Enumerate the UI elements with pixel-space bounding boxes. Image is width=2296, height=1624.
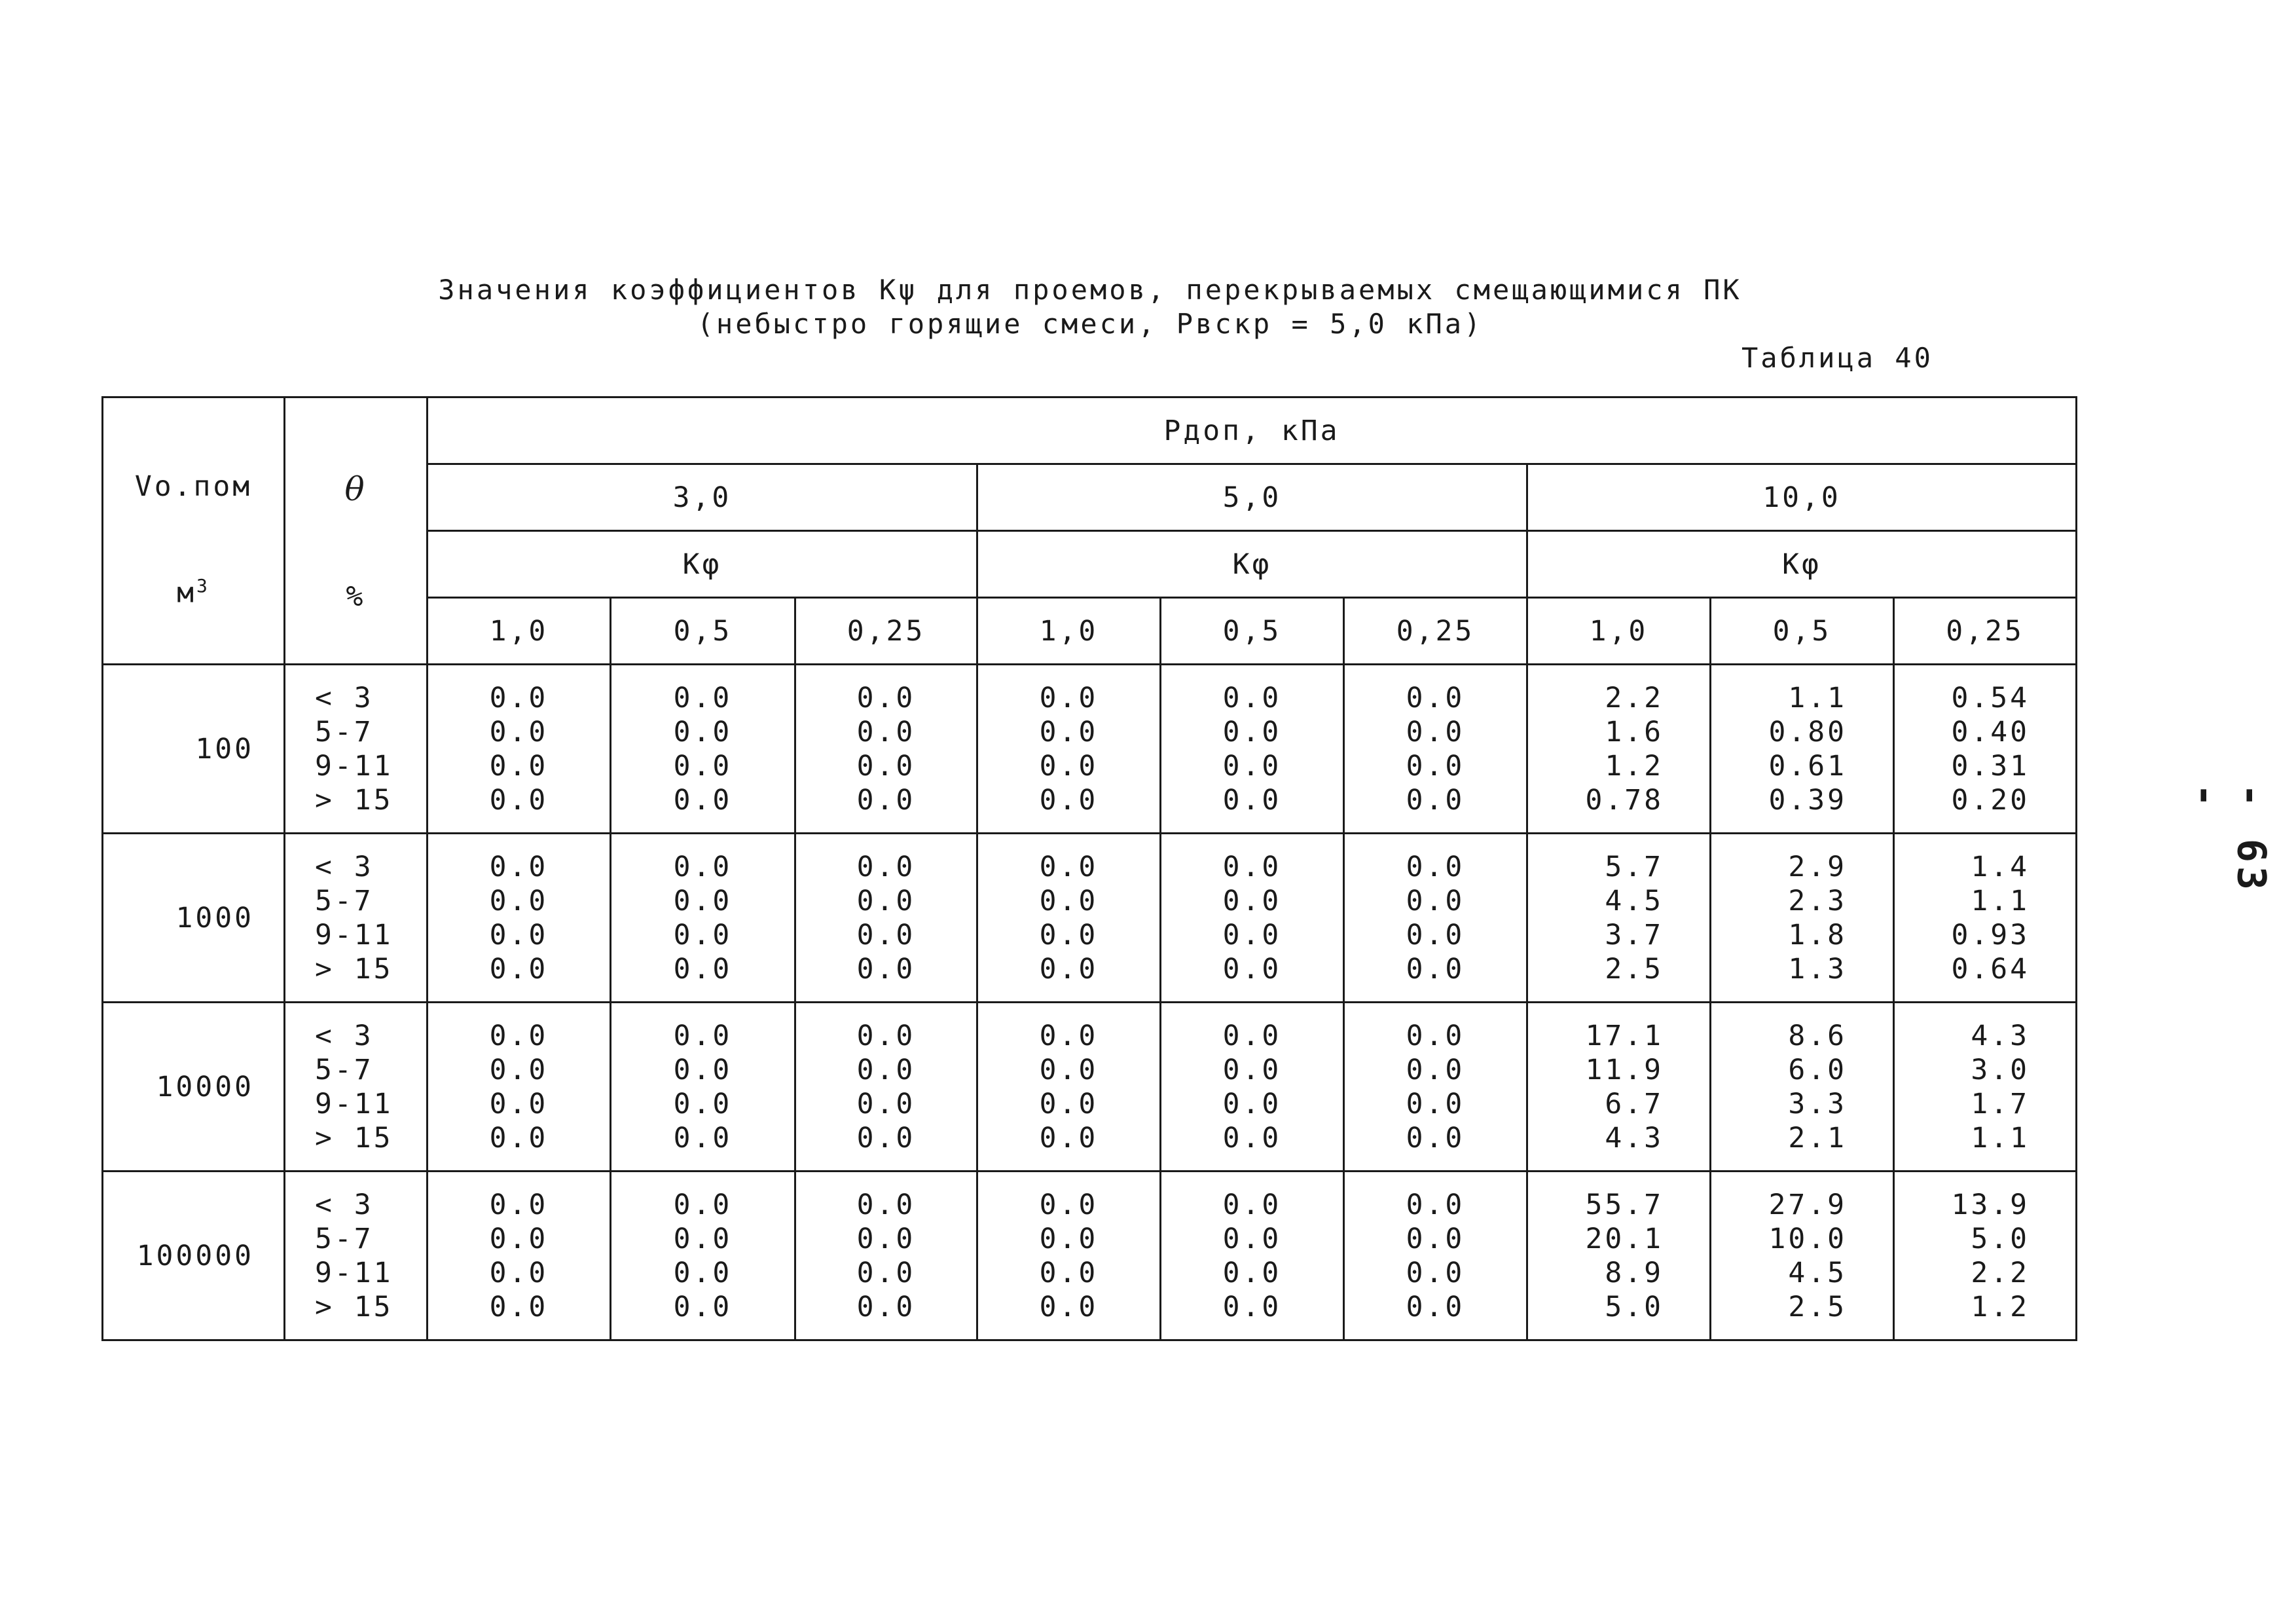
value-cell: 2.9 2.3 1.8 1.3 bbox=[1711, 834, 1894, 1003]
volume-value: 10000 bbox=[103, 1003, 285, 1172]
value-cell: 0.0 0.0 0.0 0.0 bbox=[1344, 1172, 1527, 1340]
volume-value: 100 bbox=[103, 665, 285, 834]
value-cell: 0.0 0.0 0.0 0.0 bbox=[611, 1003, 795, 1172]
value-cell: 4.3 3.0 1.7 1.1 bbox=[1894, 1003, 2077, 1172]
pressure-10: 10,0 bbox=[1527, 464, 2077, 531]
coefficients-table bbox=[101, 396, 2077, 1341]
table-row bbox=[103, 1003, 2077, 1172]
value-cell: 8.6 6.0 3.3 2.1 bbox=[1711, 1003, 1894, 1172]
table-title: Значения коэффициентов Кψ для проемов, перекрываемых смещающимися ПК bbox=[438, 274, 1742, 306]
pressure-5: 5,0 bbox=[977, 464, 1527, 531]
value-cell: 0.0 0.0 0.0 0.0 bbox=[1161, 1172, 1344, 1340]
volume-header bbox=[103, 397, 285, 665]
theta-label: θ bbox=[344, 470, 367, 508]
value-cell: 0.0 0.0 0.0 0.0 bbox=[977, 1172, 1161, 1340]
value-cell: 0.0 0.0 0.0 0.0 bbox=[977, 1003, 1161, 1172]
value-cell: 0.0 0.0 0.0 0.0 bbox=[977, 834, 1161, 1003]
kphi-header-1: Кφ bbox=[428, 531, 977, 598]
table-row bbox=[103, 1172, 2077, 1340]
table-subtitle: (небыстро горящие смеси, Рвскр = 5,0 кПа) bbox=[697, 308, 1484, 340]
theta-values: < 3 5-7 9-11 > 15 bbox=[285, 834, 428, 1003]
volume-unit: $м^3$ bbox=[177, 575, 210, 610]
sub-header: 0,5 bbox=[1161, 598, 1344, 665]
theta-values: < 3 5-7 9-11 > 15 bbox=[285, 1003, 428, 1172]
value-cell: 27.9 10.0 4.5 2.5 bbox=[1711, 1172, 1894, 1340]
theta-values: < 3 5-7 9-11 > 15 bbox=[285, 665, 428, 834]
value-cell: 55.7 20.1 8.9 5.0 bbox=[1527, 1172, 1711, 1340]
value-cell: 0.0 0.0 0.0 0.0 bbox=[795, 1003, 977, 1172]
value-cell: 0.0 0.0 0.0 0.0 bbox=[1344, 665, 1527, 834]
theta-unit: % bbox=[346, 580, 366, 613]
value-cell: 0.0 0.0 0.0 0.0 bbox=[1161, 1003, 1344, 1172]
value-cell: 0.0 0.0 0.0 0.0 bbox=[428, 1172, 611, 1340]
value-cell: 0.0 0.0 0.0 0.0 bbox=[428, 665, 611, 834]
sub-header: 0,25 bbox=[1344, 598, 1527, 665]
sub-header: 1,0 bbox=[1527, 598, 1711, 665]
table-row bbox=[103, 834, 2077, 1003]
kphi-header-3: Кφ bbox=[1527, 531, 2077, 598]
value-cell: 0.0 0.0 0.0 0.0 bbox=[428, 1003, 611, 1172]
sub-header: 1,0 bbox=[428, 598, 611, 665]
value-cell: 0.0 0.0 0.0 0.0 bbox=[611, 1172, 795, 1340]
value-cell: 0.0 0.0 0.0 0.0 bbox=[795, 665, 977, 834]
sub-header: 0,25 bbox=[795, 598, 977, 665]
value-cell: 0.0 0.0 0.0 0.0 bbox=[428, 834, 611, 1003]
value-cell: 0.0 0.0 0.0 0.0 bbox=[795, 834, 977, 1003]
table-row bbox=[103, 665, 2077, 834]
value-cell: 1.1 0.80 0.61 0.39 bbox=[1711, 665, 1894, 834]
volume-value: 100000 bbox=[103, 1172, 285, 1340]
page-number: - 63 - bbox=[2182, 783, 2274, 894]
value-cell: 0.0 0.0 0.0 0.0 bbox=[1161, 665, 1344, 834]
volume-value: 1000 bbox=[103, 834, 285, 1003]
sub-header: 0,25 bbox=[1894, 598, 2077, 665]
value-cell: 17.1 11.9 6.7 4.3 bbox=[1527, 1003, 1711, 1172]
value-cell: 0.0 0.0 0.0 0.0 bbox=[611, 834, 795, 1003]
value-cell: 13.9 5.0 2.2 1.2 bbox=[1894, 1172, 2077, 1340]
sub-header: 1,0 bbox=[977, 598, 1161, 665]
value-cell: 5.7 4.5 3.7 2.5 bbox=[1527, 834, 1711, 1003]
pressure-3: 3,0 bbox=[428, 464, 977, 531]
value-cell: 2.2 1.6 1.2 0.78 bbox=[1527, 665, 1711, 834]
value-cell: 0.0 0.0 0.0 0.0 bbox=[1344, 834, 1527, 1003]
value-cell: 0.0 0.0 0.0 0.0 bbox=[1161, 834, 1344, 1003]
value-cell: 0.0 0.0 0.0 0.0 bbox=[977, 665, 1161, 834]
kphi-header-2: Кφ bbox=[977, 531, 1527, 598]
value-cell: 0.54 0.40 0.31 0.20 bbox=[1894, 665, 2077, 834]
sub-header: 0,5 bbox=[611, 598, 795, 665]
value-cell: 1.4 1.1 0.93 0.64 bbox=[1894, 834, 2077, 1003]
theta-values: < 3 5-7 9-11 > 15 bbox=[285, 1172, 428, 1340]
value-cell: 0.0 0.0 0.0 0.0 bbox=[611, 665, 795, 834]
volume-label: Vo.пом bbox=[134, 470, 253, 503]
value-cell: 0.0 0.0 0.0 0.0 bbox=[795, 1172, 977, 1340]
sub-header: 0,5 bbox=[1711, 598, 1894, 665]
theta-header bbox=[285, 397, 428, 665]
table-number: Таблица 40 bbox=[1741, 342, 1933, 374]
pdop-header: Рдоп, кПа bbox=[428, 397, 2077, 464]
value-cell: 0.0 0.0 0.0 0.0 bbox=[1344, 1003, 1527, 1172]
